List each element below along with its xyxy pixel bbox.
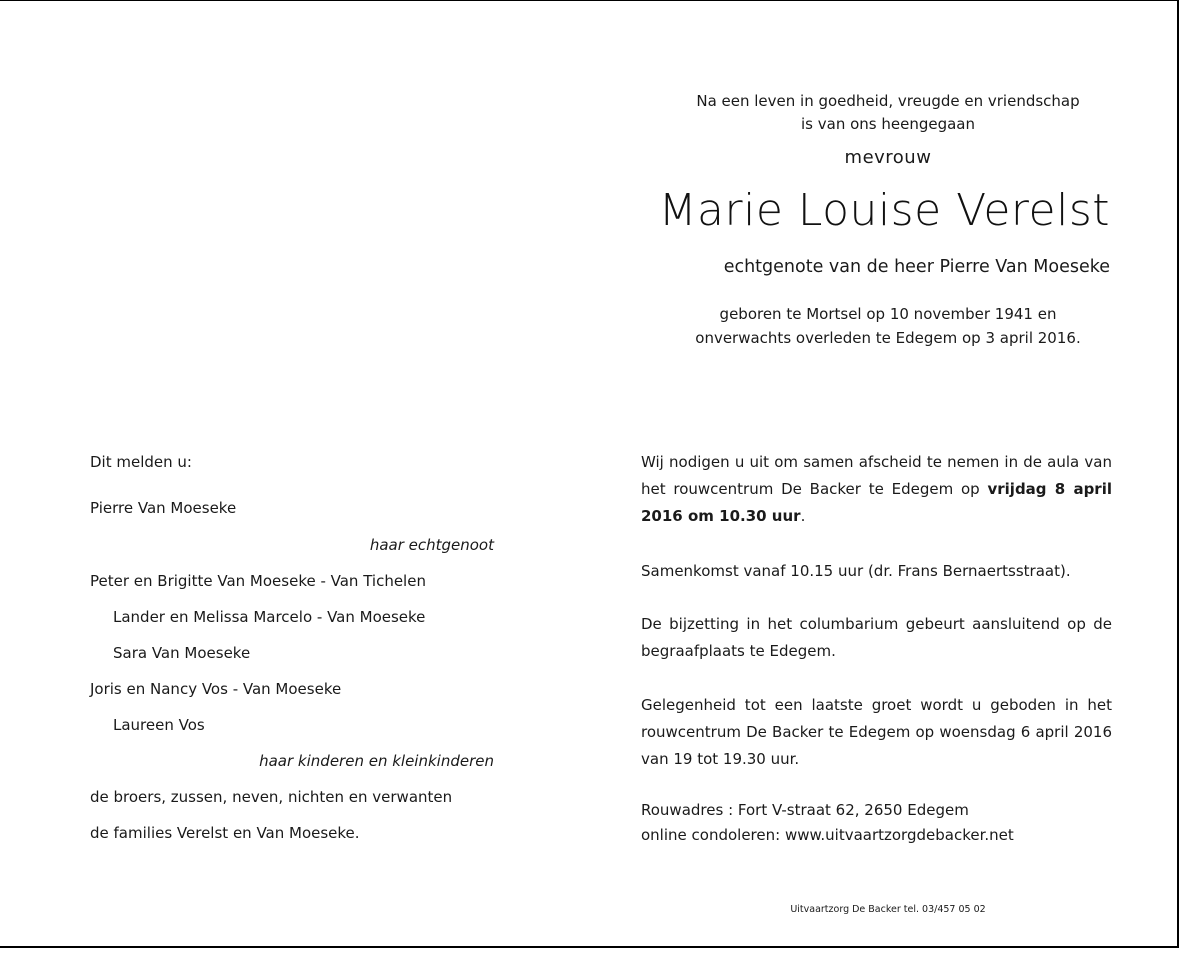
intro-line-1: Na een leven in goedheid, vreugde en vriendschap <box>696 92 1080 110</box>
address-line: Rouwadres : Fort V-straat 62, 2650 Edegem <box>641 801 969 819</box>
relatives-line: de broers, zussen, neven, nichten en verwanten <box>90 788 453 806</box>
invitation-end: . <box>800 507 806 525</box>
invitation-paragraph <box>641 449 1112 530</box>
family-intro: Dit melden u: <box>90 453 192 471</box>
husband-role: haar echtgenoot <box>369 536 494 554</box>
families-line: de families Verelst en Van Moeseke. <box>90 824 360 842</box>
died-line: onverwachts overleden te Edegem op 3 april 2016. <box>695 329 1081 347</box>
honorific: mevrouw <box>844 147 932 168</box>
undertaker-footer: Uitvaartzorg De Backer tel. 03/457 05 02 <box>790 904 986 915</box>
visitation-paragraph: Gelegenheid tot een laatste groet wordt u geboden in het rouwcentrum De Backer te Edegem op woensdag 6 april 2016 van 19 tot 19.30 uur. <box>641 696 1112 768</box>
invitation-text: Wij nodigen u uit om samen afscheid te nemen in de aula van het rouwcentrum De Backer te Edegem op <box>641 453 1112 498</box>
grandchild-3: Laureen Vos <box>113 716 205 734</box>
invitation-date: vrijdag 8 april 2016 om 10.30 uur <box>641 480 1112 525</box>
children-role: haar kinderen en kleinkinderen <box>259 752 494 770</box>
burial-paragraph: De bijzetting in het columbarium gebeurt aansluitend op de begraafplaats te Edegem. <box>641 615 1112 660</box>
grandchild-2: Sara Van Moeseke <box>113 644 251 662</box>
spouse-line: echtgenote van de heer Pierre Van Moeseke <box>723 257 1110 277</box>
grandchild-1: Lander en Melissa Marcelo - Van Moeseke <box>113 608 426 626</box>
child-2: Joris en Nancy Vos - Van Moeseke <box>90 680 342 698</box>
born-line: geboren te Mortsel op 10 november 1941 en <box>719 305 1057 323</box>
gathering-line: Samenkomst vanaf 10.15 uur (dr. Frans Bernaertsstraat). <box>641 562 1071 580</box>
intro-line-2: is van ons heengegaan <box>801 115 975 133</box>
intro-text <box>628 90 1148 136</box>
deceased-name: Marie Louise Verelst <box>658 185 1110 236</box>
child-1: Peter en Brigitte Van Moeseke - Van Tichelen <box>90 572 426 590</box>
husband-name: Pierre Van Moeseke <box>90 499 237 517</box>
online-condolence-line: online condoleren: www.uitvaartzorgdebacker.net <box>641 826 1014 844</box>
life-dates <box>628 302 1148 350</box>
